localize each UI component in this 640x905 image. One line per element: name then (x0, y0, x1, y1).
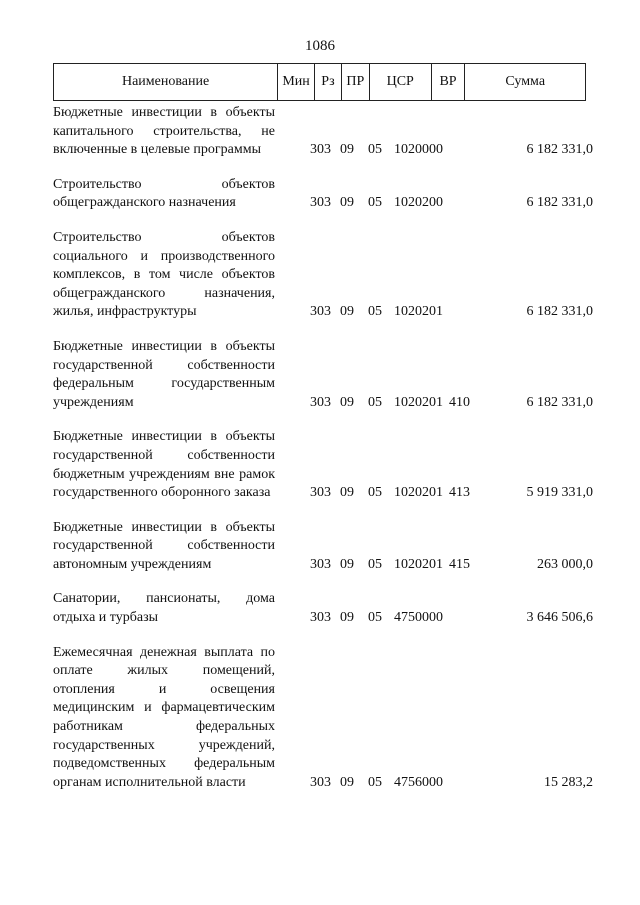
row-rz: 09 (340, 142, 354, 158)
table-row (53, 519, 593, 575)
row-rz: 09 (340, 485, 354, 501)
row-name: Санатории, пансионаты, дома отдыха и турбазы (53, 591, 275, 626)
row-name: Строительство объектов общегражданского назначения (53, 176, 275, 211)
row-rz: 09 (340, 610, 354, 626)
header-name: Наименование (54, 64, 278, 100)
row-pr: 05 (368, 556, 382, 572)
row-sum: 6 182 331,0 (526, 142, 593, 158)
row-vr: 415 (449, 556, 470, 572)
row-rz: 09 (340, 304, 354, 320)
row-csr: 1020201 (394, 394, 443, 410)
row-sum: 15 283,2 (544, 774, 593, 790)
table-body (53, 104, 593, 808)
page-number: 1086 (305, 38, 335, 54)
table-row (53, 229, 593, 322)
row-pr: 05 (368, 304, 382, 320)
row-pr: 05 (368, 610, 382, 626)
row-name: Ежемесячная денежная выплата по оплате жилых помещений, отопления и освещения медицинским и фармацевтическим работникам федеральных государственных учреждений, подведомственных федеральным органам исполнительной власти (53, 644, 275, 790)
row-name: Бюджетные инвестиции в объекты капитального строительства, не включенные в целевые программы (53, 105, 275, 158)
row-sum: 3 646 506,6 (526, 610, 593, 626)
table-header (53, 63, 586, 101)
row-min: 303 (310, 304, 331, 320)
row-csr: 4750000 (394, 610, 443, 626)
row-rz: 09 (340, 195, 354, 211)
row-name: Строительство объектов социального и производственного комплексов, в том числе объектов общегражданского назначения, жилья, инфраструктуры (53, 229, 275, 320)
header-rz: Рз (315, 64, 342, 100)
row-name: Бюджетные инвестиции в объекты государственной собственности бюджетным учреждениям вне рамок государственного оборонного заказа (53, 429, 275, 501)
table-row (53, 644, 593, 793)
row-csr: 1020200 (394, 195, 443, 211)
row-sum: 6 182 331,0 (526, 394, 593, 410)
row-sum: 6 182 331,0 (526, 195, 593, 211)
table-row (53, 590, 593, 627)
row-min: 303 (310, 774, 331, 790)
row-pr: 05 (368, 195, 382, 211)
row-name: Бюджетные инвестиции в объекты государственной собственности федеральным государственным учреждениям (53, 338, 275, 410)
row-pr: 05 (368, 485, 382, 501)
header-min: Мин (278, 64, 315, 100)
row-pr: 05 (368, 142, 382, 158)
row-csr: 1020201 (394, 556, 443, 572)
row-min: 303 (310, 556, 331, 572)
row-min: 303 (310, 485, 331, 501)
row-csr: 1020201 (394, 304, 443, 320)
row-sum: 6 182 331,0 (526, 304, 593, 320)
row-rz: 09 (340, 394, 354, 410)
row-csr: 4756000 (394, 774, 443, 790)
row-sum: 263 000,0 (537, 556, 593, 572)
row-sum: 5 919 331,0 (526, 485, 593, 501)
row-name: Бюджетные инвестиции в объекты государственной собственности автономным учреждениям (53, 519, 275, 572)
row-rz: 09 (340, 556, 354, 572)
row-vr: 413 (449, 485, 470, 501)
row-pr: 05 (368, 394, 382, 410)
table-row (53, 104, 593, 160)
row-csr: 1020000 (394, 142, 443, 158)
header-csr: ЦСР (370, 64, 432, 100)
table-row (53, 338, 593, 412)
header-vr: ВР (432, 64, 466, 100)
row-vr: 410 (449, 394, 470, 410)
row-min: 303 (310, 394, 331, 410)
row-csr: 1020201 (394, 485, 443, 501)
row-rz: 09 (340, 774, 354, 790)
row-pr: 05 (368, 774, 382, 790)
row-min: 303 (310, 610, 331, 626)
row-min: 303 (310, 142, 331, 158)
header-sum: Сумма (505, 74, 546, 89)
table-row (53, 176, 593, 213)
table-row (53, 428, 593, 502)
header-pr: ПР (342, 64, 370, 100)
row-min: 303 (310, 195, 331, 211)
